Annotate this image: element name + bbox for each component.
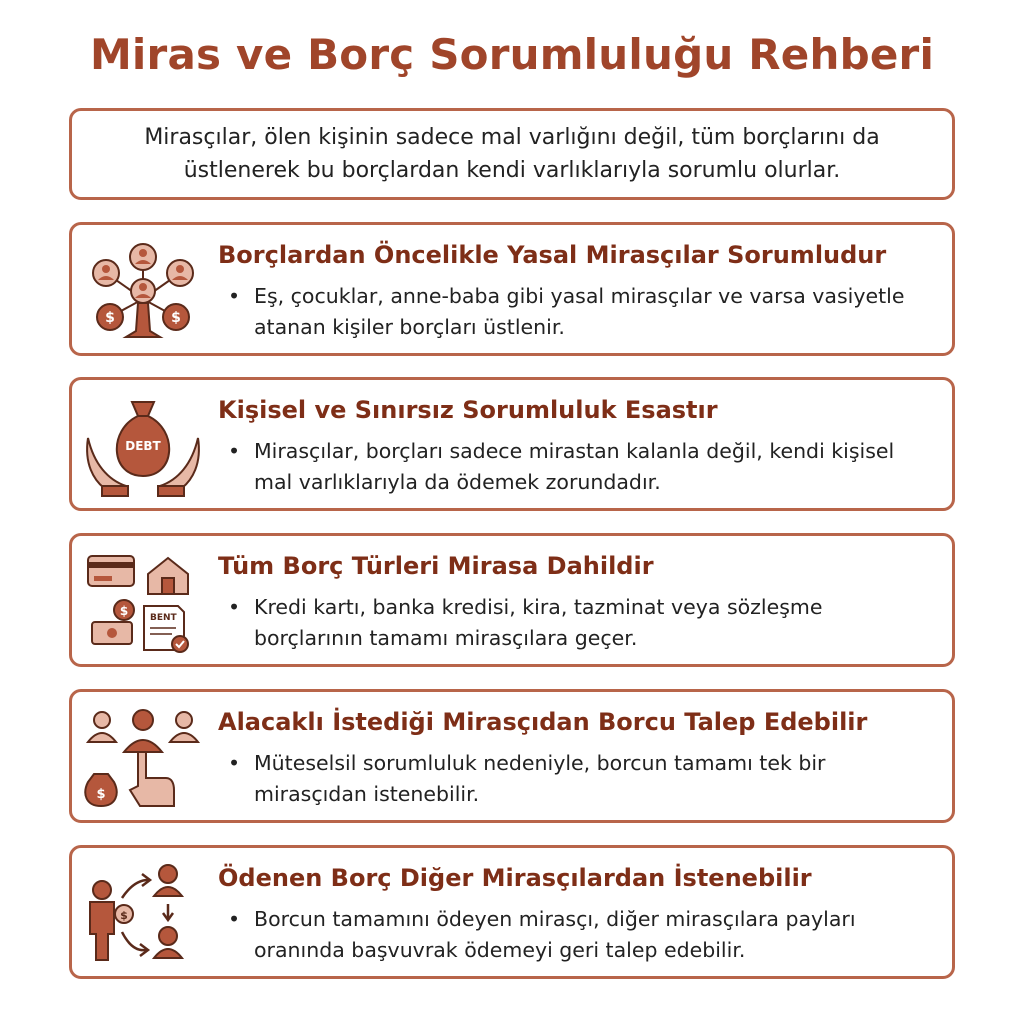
section-body <box>228 436 932 498</box>
intro-card <box>69 108 955 200</box>
section-text: Kredi kartı, banka kredisi, kira, tazminat veya sözleşme borçlarının tamamı mirasçılara geçer. <box>254 595 823 650</box>
bullet: • <box>228 751 241 775</box>
hands-debt-bag-icon <box>84 394 202 498</box>
creditor-select-heir-icon <box>84 706 202 810</box>
debt-redistribution-icon <box>84 862 202 966</box>
section-body <box>228 904 932 966</box>
debt-types-icon <box>84 550 202 654</box>
section-body <box>228 592 932 654</box>
section-title: Alacaklı İstediği Mirasçıdan Borcu Talep Edebilir <box>218 708 868 736</box>
section-card-personal-liability <box>69 377 955 511</box>
section-card-recourse <box>69 845 955 979</box>
section-title: Borçlardan Öncelikle Yasal Mirasçılar Sorumludur <box>218 241 887 269</box>
bullet: • <box>228 439 241 463</box>
section-title: Kişisel ve Sınırsız Sorumluluk Esastır <box>218 396 718 424</box>
debt-bag-label: DEBT <box>125 439 161 453</box>
section-card-debt-types <box>69 533 955 667</box>
svg-text:$: $ <box>119 604 129 618</box>
section-title: Ödenen Borç Diğer Mirasçılardan İstenebilir <box>218 864 812 892</box>
section-body <box>228 281 932 343</box>
svg-text:$: $ <box>105 310 115 326</box>
svg-text:$: $ <box>171 310 181 326</box>
section-body <box>228 748 932 810</box>
page-title: Miras ve Borç Sorumluluğu Rehberi <box>89 30 935 79</box>
bill-label: BENT <box>150 613 177 623</box>
bullet: • <box>228 907 241 931</box>
section-card-legal-heirs <box>69 222 955 356</box>
svg-text:$: $ <box>120 909 128 922</box>
svg-text:$: $ <box>96 787 106 802</box>
section-card-creditor-choice <box>69 689 955 823</box>
section-text: Müteselsil sorumluluk nedeniyle, borcun tamamı tek bir mirasçıdan istenebilir. <box>254 751 826 806</box>
section-text: Eş, çocuklar, anne-baba gibi yasal mirasçılar ve varsa vasiyetle atanan kişiler borçları üstlenir. <box>254 284 905 339</box>
bullet: • <box>228 284 241 308</box>
intro-text: Mirasçılar, ölen kişinin sadece mal varlığını değil, tüm borçlarını da üstlenerek bu borçlardan kendi varlıklarıyla sorumlu olurlar. <box>144 125 880 183</box>
heir-network-icon <box>84 239 202 343</box>
section-text: Borcun tamamını ödeyen mirasçı, diğer mirasçılara payları oranında başvuvrak ödemeyi geri talep edebilir. <box>254 907 856 962</box>
section-text: Mirasçılar, borçları sadece mirastan kalanla değil, kendi kişisel mal varlıklarıyla da ödemek zorundadır. <box>254 439 895 494</box>
bullet: • <box>228 595 241 619</box>
section-title: Tüm Borç Türleri Mirasa Dahildir <box>218 552 654 580</box>
